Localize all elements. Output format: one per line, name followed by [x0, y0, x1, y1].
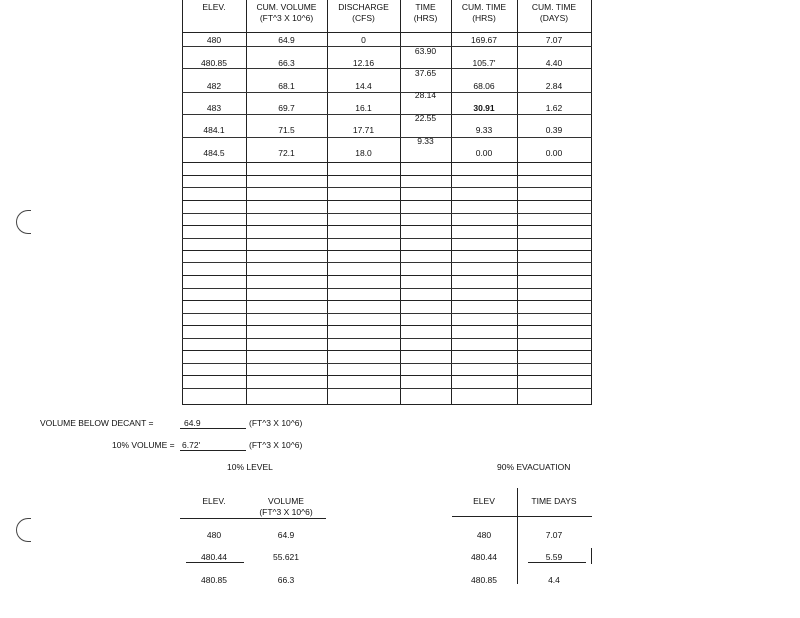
cell-discharge: 17.71: [352, 125, 375, 135]
level-cell-elev: 480: [206, 530, 222, 540]
evac-cell-elev: 480.44: [471, 552, 497, 562]
cell-discharge: 16.1: [355, 103, 372, 113]
level-header-volume: VOLUME (FT^3 X 10^6): [259, 496, 313, 517]
cell-discharge: 12.16: [352, 58, 375, 68]
cell-elev: 484.5: [203, 148, 225, 158]
cell-cum-days: 2.84: [545, 81, 563, 91]
cell-discharge: 14.4: [355, 81, 372, 91]
cell-volume: 72.1: [278, 148, 295, 158]
evac-cell-days: 4.4: [548, 575, 560, 585]
header-elev: ELEV.: [202, 2, 226, 12]
cell-time-interval: 22.55: [414, 113, 437, 123]
level-cell-elev: 480.44: [201, 552, 227, 562]
cell-cum-hrs: 169.67: [471, 35, 497, 45]
level-cell-volume: 66.3: [277, 575, 295, 585]
cell-cum-hrs: 30.91: [473, 103, 495, 113]
volume-below-decant-unit: (FT^3 X 10^6): [249, 418, 303, 428]
cell-time-interval: 37.65: [414, 68, 437, 78]
cell-cum-days: 0.00: [545, 148, 563, 158]
header-discharge: DISCHARGE (CFS): [338, 2, 389, 23]
cell-cum-days: 1.62: [545, 103, 563, 113]
cell-cum-hrs: 0.00: [475, 148, 493, 158]
cell-elev: 480.85: [201, 58, 227, 68]
evac-cell-elev: 480.85: [471, 575, 497, 585]
binder-hole-icon: [16, 518, 31, 542]
cell-cum-days: 0.39: [545, 125, 563, 135]
cell-cum-hrs: 9.33: [475, 125, 493, 135]
cell-discharge: 18.0: [355, 148, 372, 158]
header-cum-volume: CUM. VOLUME (FT^3 X 10^6): [256, 2, 317, 23]
header-cum-time-hrs: CUM. TIME (HRS): [461, 2, 507, 23]
volume-below-decant-label: VOLUME BELOW DECANT =: [40, 418, 154, 428]
evac-cell-days: 5.59: [545, 552, 563, 562]
level-cell-elev: 480.85: [201, 575, 227, 585]
cell-elev: 480: [206, 35, 222, 45]
cell-cum-days: 4.40: [545, 58, 563, 68]
ten-percent-volume-value: 6.72': [182, 440, 201, 450]
cell-time-interval: 9.33: [417, 136, 434, 146]
evac-cell-days: 7.07: [545, 530, 563, 540]
cell-time-interval: 28.14: [414, 90, 437, 100]
cell-cum-hrs: 105.7': [472, 58, 496, 68]
level-cell-volume: 55.621: [273, 552, 299, 562]
cell-volume: 66.3: [278, 58, 295, 68]
ten-percent-volume-label: 10% VOLUME =: [112, 440, 175, 450]
cell-volume: 64.9: [278, 35, 295, 45]
cell-discharge: 0: [361, 35, 366, 45]
cell-volume: 71.5: [278, 125, 295, 135]
ten-percent-volume-unit: (FT^3 X 10^6): [249, 440, 303, 450]
cell-volume: 69.7: [278, 103, 295, 113]
volume-below-decant-value: 64.9: [184, 418, 201, 428]
evac-header-elev: ELEV: [473, 496, 495, 506]
cell-elev: 482: [206, 81, 222, 91]
cell-cum-days: 7.07: [545, 35, 563, 45]
cell-cum-hrs: 68.06: [473, 81, 495, 91]
header-time: TIME (HRS): [413, 2, 438, 23]
ten-percent-level-title: 10% LEVEL: [227, 462, 273, 472]
level-header-elev: ELEV.: [202, 496, 226, 506]
cell-elev: 483: [206, 103, 222, 113]
ninety-percent-evacuation-title: 90% EVACUATION: [497, 462, 571, 472]
cell-time-interval: 63.90: [414, 46, 437, 56]
evac-header-time-days: TIME DAYS: [531, 496, 577, 506]
cell-elev: 484.1: [203, 125, 225, 135]
evac-cell-elev: 480: [476, 530, 492, 540]
header-cum-time-days: CUM. TIME (DAYS): [531, 2, 577, 23]
level-cell-volume: 64.9: [277, 530, 295, 540]
cell-volume: 68.1: [278, 81, 295, 91]
